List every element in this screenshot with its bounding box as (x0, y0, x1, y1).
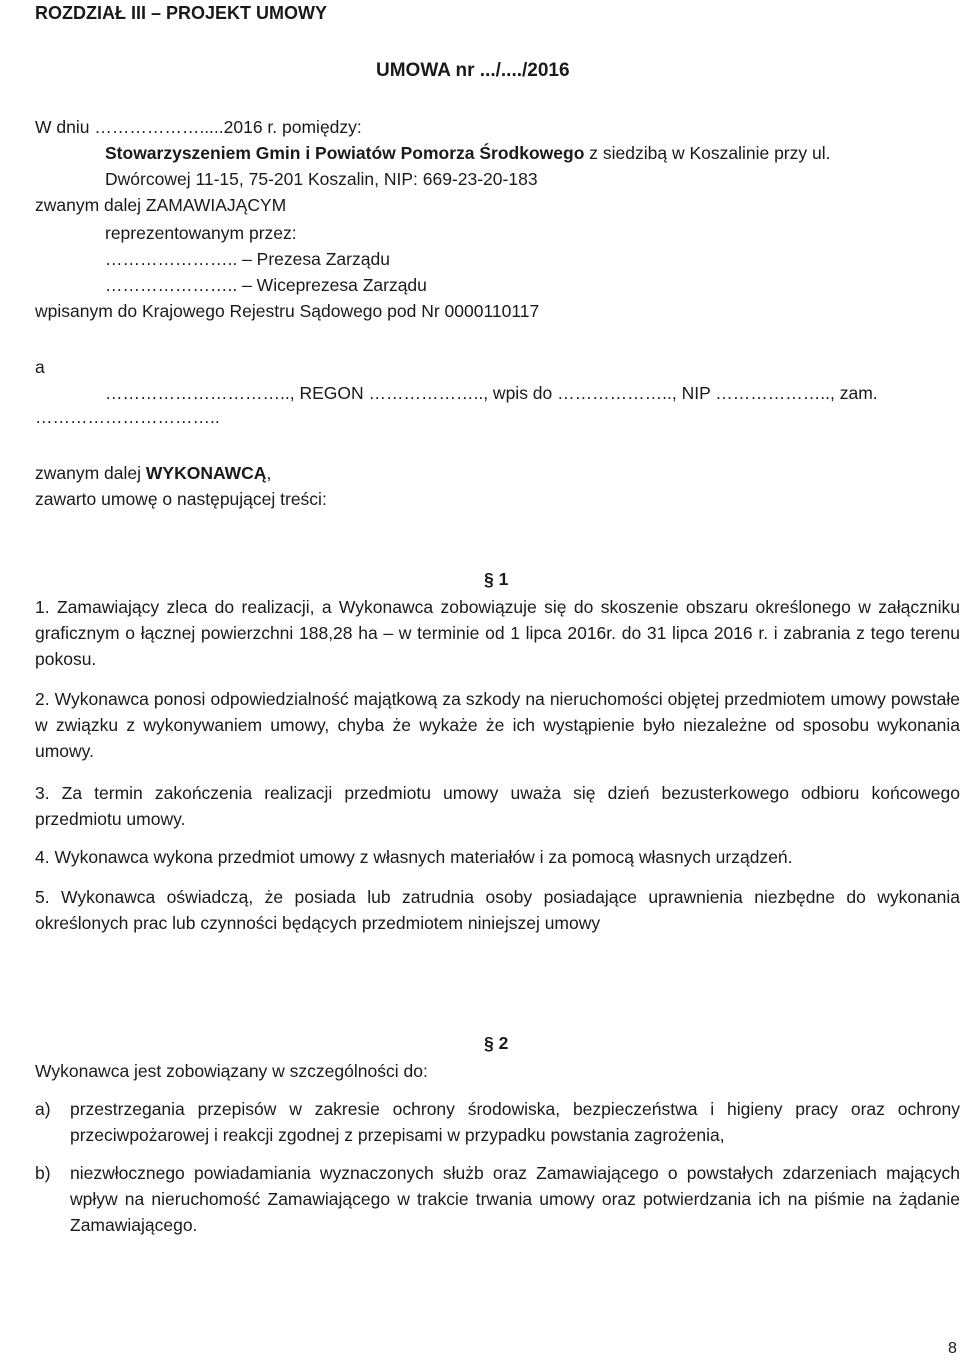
party1-line (105, 140, 830, 166)
represented-label: reprezentowanym przez: (105, 223, 297, 243)
called-prefix: zwanym dalej (35, 463, 146, 483)
section-2-lead: Wykonawca jest zobowiązany w szczególności do: (35, 1061, 428, 1081)
called-suffix: , (266, 463, 272, 483)
section-1-item-number: 5. (35, 887, 50, 907)
section-1-number: 1 (498, 569, 509, 589)
page-number: 8 (948, 1340, 957, 1357)
party1-seat: z siedzibą w Koszalinie przy ul. (584, 143, 831, 163)
party1-called (35, 192, 286, 218)
representative-2: ………………….. – Wiceprezesa Zarządu (105, 275, 427, 295)
party2-second-line: ………………………….. (35, 407, 220, 427)
party2-called (35, 460, 271, 486)
party1-name: Stowarzyszeniem Gmin i Powiatów Pomorza Środkowego (105, 143, 585, 163)
party2-role: WYKONAWCĄ (145, 463, 267, 483)
section-1-item-3-text: Za termin zakończenia realizacji przedmiotu umowy uważa się dzień bezusterkowego odbioru końcowego przedmiotu umowy. (35, 783, 960, 829)
section-1-item-1-text: Zamawiający zleca do realizacji, a Wykonawca zobowiązuje się do skoszenie obszaru określonego w załączniku graficznym o łącznej powierzchni 188,28 ha – w terminie od 1 lipca 2016r. do 31 lipca 2016 r. i zabrania z tego terenu pokosu. (35, 597, 960, 669)
party2-a-label: a (35, 357, 45, 377)
krs-line: wpisanym do Krajowego Rejestru Sądowego pod Nr 0000110117 (35, 301, 540, 321)
party1-role: ZAMAWIAJĄCYM (145, 195, 287, 215)
section-1-item-number: 2. (35, 689, 50, 709)
section-1-item-number: 4. (35, 847, 50, 867)
date-line: W dniu ……………….....2016 r. pomiędzy: (35, 117, 362, 137)
section-2-item-label: a) (35, 1099, 51, 1119)
content-intro: zawarto umowę o następującej treści: (35, 489, 327, 509)
contract-title: UMOWA nr .../..../2016 (376, 60, 570, 81)
section-2-item-a-text: przestrzegania przepisów w zakresie ochrony środowiska, bezpieczeństwa i higieny pracy oraz ochrony przeciwpożarowej i reakcji zgodnej z przepisami w przypadku powstania zagrożenia, (70, 1099, 960, 1145)
section-2-heading (484, 1030, 508, 1056)
section-2-item-b-text: niezwłocznego powiadamiania wyznaczonych służb oraz Zamawiającego o powstałych zdarzeniach mających wpływ na nieruchomość Zamawiającego w trakcie trwania umowy oraz potwierdzania ich na piśmie na żądanie Zamawiającego. (70, 1163, 960, 1235)
section-1-heading (484, 566, 508, 592)
paragraph-symbol: § (484, 569, 494, 589)
party2-fields: ………………………….., REGON ……………….., wpis do ……………….., NIP ……………….., zam. (105, 383, 878, 403)
section-2-item-label: b) (35, 1163, 51, 1183)
paragraph-symbol: § (484, 1033, 494, 1053)
section-1-item-number: 1. (35, 597, 50, 617)
section-1-item-5-text: Wykonawca oświadczą, że posiada lub zatrudnia osoby posiadające uprawnienia niezbędne do wykonania określonych prac lub czynności będących przedmiotem niniejszej umowy (35, 887, 960, 933)
party1-address: Dwórcowej 11-15, 75-201 Koszalin, NIP: 669-23-20-183 (105, 169, 538, 189)
chapter-title: ROZDZIAŁ III – PROJEKT UMOWY (35, 3, 328, 23)
section-1-item-4-text: Wykonawca wykona przedmiot umowy z własnych materiałów i za pomocą własnych urządzeń. (54, 847, 793, 867)
section-1-item-number: 3. (35, 783, 50, 803)
section-1-item-2-text: Wykonawca ponosi odpowiedzialność majątkową za szkody na nieruchomości objętej przedmiotem umowy powstałe w związku z wykonywaniem umowy, chyba że wykaże że ich wystąpienie było niezależne od sposobu wykonania umowy. (35, 689, 960, 761)
representative-1: ………………….. – Prezesa Zarządu (105, 249, 390, 269)
section-2-number: 2 (498, 1033, 509, 1053)
called-prefix: zwanym dalej (35, 195, 146, 215)
